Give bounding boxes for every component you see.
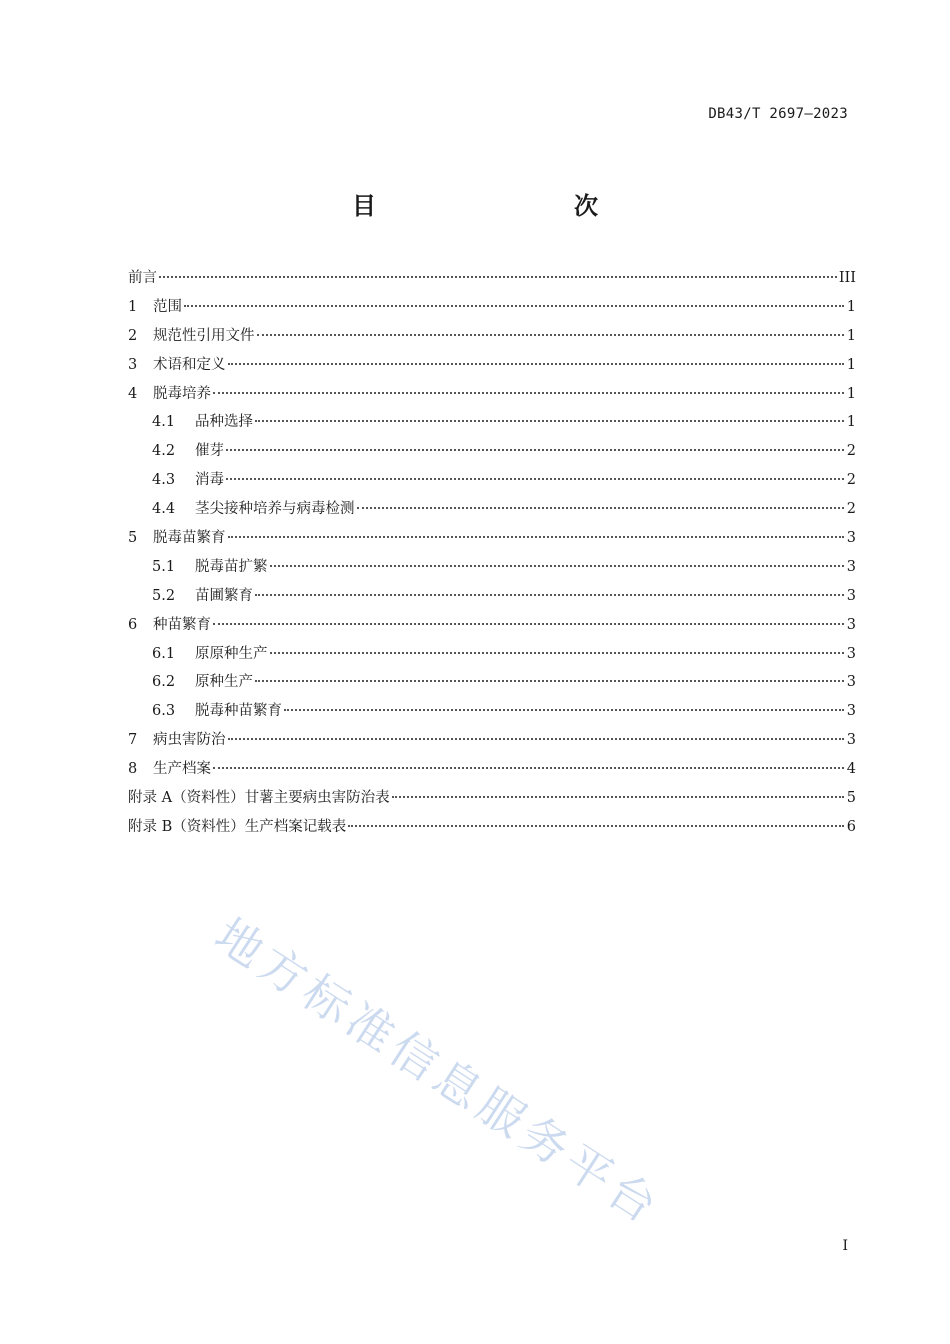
toc-dot-leader bbox=[213, 622, 844, 625]
toc-entry-page: 2 bbox=[846, 443, 856, 460]
toc-entry-page: 4 bbox=[846, 761, 856, 778]
toc-entry-number: 5.1 bbox=[152, 558, 176, 575]
toc-entry-label: 苗圃繁育 bbox=[195, 587, 253, 604]
toc-dot-leader bbox=[226, 477, 844, 480]
toc-entry[interactable] bbox=[128, 613, 856, 642]
toc-entry[interactable] bbox=[128, 439, 856, 468]
toc-entry-page: 3 bbox=[846, 732, 856, 749]
page-title: 目 次 bbox=[352, 192, 648, 220]
toc-entry-label: 附录 A（资料性）甘薯主要病虫害防治表 bbox=[128, 790, 390, 807]
toc-entry[interactable] bbox=[128, 497, 856, 526]
toc-entry-label: 附录 B（资料性）生产档案记载表 bbox=[128, 818, 347, 835]
standard-code: DB43/T 2697—2023 bbox=[708, 106, 848, 122]
toc-entry-number: 1 bbox=[128, 298, 138, 315]
toc-entry[interactable] bbox=[128, 670, 856, 699]
toc-entry-page: 6 bbox=[846, 818, 856, 835]
toc-entry[interactable] bbox=[128, 699, 856, 728]
toc-entry-label: 生产档案 bbox=[153, 761, 211, 778]
toc-entry-number: 8 bbox=[128, 761, 138, 778]
toc-entry-number: 5.2 bbox=[152, 587, 176, 604]
toc-entry-label: 原种生产 bbox=[195, 674, 253, 691]
toc-entry-label: 术语和定义 bbox=[153, 356, 226, 373]
toc-dot-leader bbox=[228, 362, 845, 365]
toc-entry-label: 脱毒种苗繁育 bbox=[195, 703, 282, 720]
toc-entry-label: 茎尖接种培养与病毒检测 bbox=[195, 501, 355, 518]
toc-entry-number: 6.3 bbox=[152, 703, 176, 720]
toc-entry-page: 3 bbox=[846, 558, 856, 575]
toc-entry-page: 1 bbox=[846, 327, 856, 344]
toc-entry-label: 品种选择 bbox=[195, 414, 253, 431]
toc-entry[interactable] bbox=[128, 295, 856, 324]
toc-entry-number: 4.3 bbox=[152, 472, 176, 489]
toc-entry-number: 6 bbox=[128, 616, 138, 633]
toc-entry[interactable] bbox=[128, 786, 856, 815]
toc-dot-leader bbox=[255, 593, 844, 596]
toc-dot-leader bbox=[213, 766, 844, 769]
toc-dot-leader bbox=[255, 679, 844, 682]
toc-entry[interactable] bbox=[128, 382, 856, 411]
toc-entry-number: 5 bbox=[128, 530, 138, 547]
toc-entry-page: 3 bbox=[846, 616, 856, 633]
toc-entry[interactable] bbox=[128, 642, 856, 671]
toc-entry-page: 1 bbox=[846, 414, 856, 431]
toc-entry-page: 5 bbox=[846, 790, 856, 807]
toc-entry-label: 催芽 bbox=[195, 443, 224, 460]
toc-entry-number: 4.2 bbox=[152, 443, 176, 460]
toc-entry-label: 范围 bbox=[153, 298, 182, 315]
toc-entry-page: 3 bbox=[846, 587, 856, 604]
toc-entry-page: 3 bbox=[846, 645, 856, 662]
toc-dot-leader bbox=[270, 564, 845, 567]
table-of-contents bbox=[128, 266, 856, 844]
toc-entry[interactable] bbox=[128, 728, 856, 757]
toc-entry-label: 前言 bbox=[128, 270, 157, 286]
toc-entry-label: 脱毒苗繁育 bbox=[153, 530, 226, 547]
toc-entry-page: 1 bbox=[846, 385, 856, 402]
toc-dot-leader bbox=[257, 333, 845, 336]
toc-entry-number: 6.2 bbox=[152, 674, 176, 691]
toc-entry-page: 3 bbox=[846, 530, 856, 547]
toc-dot-leader bbox=[159, 275, 837, 278]
toc-dot-leader bbox=[213, 391, 844, 394]
toc-entry-label: 原原种生产 bbox=[195, 645, 268, 662]
toc-dot-leader bbox=[284, 708, 844, 711]
toc-entry[interactable] bbox=[128, 815, 856, 844]
toc-entry-number: 4 bbox=[128, 385, 138, 402]
toc-entry[interactable] bbox=[128, 526, 856, 555]
toc-entry-page: 3 bbox=[846, 703, 856, 720]
toc-dot-leader bbox=[270, 651, 845, 654]
toc-entry-page: 3 bbox=[846, 674, 856, 691]
toc-entry[interactable] bbox=[128, 324, 856, 353]
page-number: I bbox=[842, 1238, 848, 1254]
toc-dot-leader bbox=[357, 506, 845, 509]
toc-entry[interactable] bbox=[128, 757, 856, 786]
toc-entry[interactable] bbox=[128, 468, 856, 497]
toc-dot-leader bbox=[226, 448, 844, 451]
toc-entry-number: 2 bbox=[128, 327, 138, 344]
toc-entry-page: III bbox=[838, 270, 856, 286]
toc-entry[interactable] bbox=[128, 353, 856, 382]
toc-dot-leader bbox=[392, 795, 844, 798]
toc-entry-label: 种苗繁育 bbox=[153, 616, 211, 633]
toc-entry-label: 消毒 bbox=[195, 472, 224, 489]
watermark: 地方标准信息服务平台 bbox=[205, 907, 672, 1237]
toc-dot-leader bbox=[255, 419, 844, 422]
toc-entry-label: 脱毒苗扩繁 bbox=[195, 558, 268, 575]
toc-entry-number: 6.1 bbox=[152, 645, 176, 662]
toc-entry-label: 病虫害防治 bbox=[153, 732, 226, 749]
toc-entry-number: 4.4 bbox=[152, 501, 176, 518]
toc-dot-leader bbox=[184, 304, 844, 307]
toc-entry-label: 规范性引用文件 bbox=[153, 327, 255, 344]
toc-entry[interactable] bbox=[128, 410, 856, 439]
toc-entry[interactable] bbox=[128, 266, 856, 295]
toc-dot-leader bbox=[228, 737, 845, 740]
toc-entry-page: 1 bbox=[846, 298, 856, 315]
toc-entry-number: 7 bbox=[128, 732, 138, 749]
toc-entry-page: 2 bbox=[846, 472, 856, 489]
toc-entry-label: 脱毒培养 bbox=[153, 385, 211, 402]
toc-dot-leader bbox=[348, 824, 844, 827]
toc-entry-number: 3 bbox=[128, 356, 138, 373]
toc-entry-number: 4.1 bbox=[152, 414, 176, 431]
toc-entry[interactable] bbox=[128, 555, 856, 584]
toc-entry-page: 1 bbox=[846, 356, 856, 373]
toc-entry-page: 2 bbox=[846, 501, 856, 518]
toc-dot-leader bbox=[228, 535, 845, 538]
toc-entry[interactable] bbox=[128, 584, 856, 613]
